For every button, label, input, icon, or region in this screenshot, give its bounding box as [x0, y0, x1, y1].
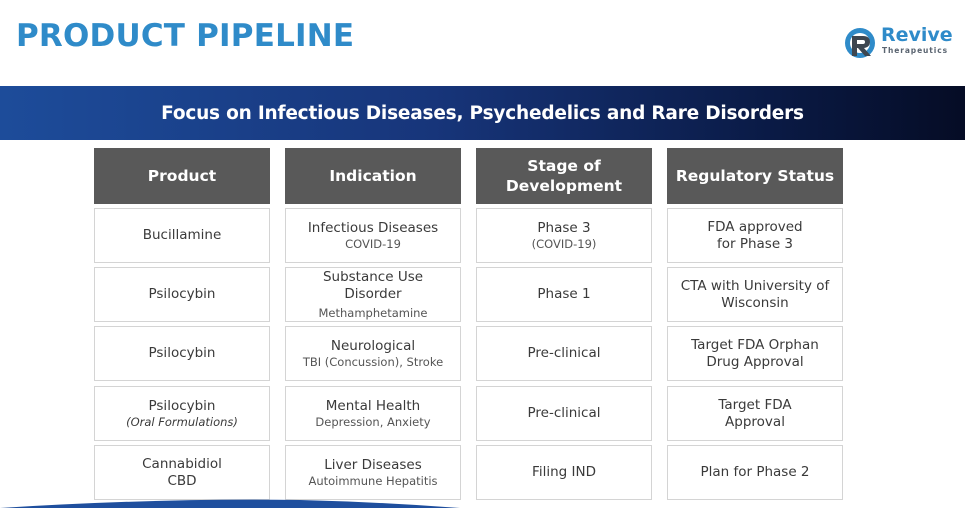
- indication-detail: COVID-19: [345, 236, 401, 251]
- stage-cell: [476, 267, 652, 322]
- product-note: CBD: [167, 472, 197, 489]
- indication-name: Infectious Diseases: [307, 219, 439, 236]
- status-cell: [667, 267, 843, 322]
- stage-cell: [476, 326, 652, 381]
- indication-name: Mental Health: [325, 397, 421, 414]
- indication-cell: [285, 208, 461, 263]
- header-indication: Indication: [285, 148, 461, 204]
- status-cell: [667, 208, 843, 263]
- product-note: (Oral Formulations): [126, 414, 238, 429]
- product-cell: [94, 208, 270, 263]
- stage-name: Phase 1: [537, 286, 591, 302]
- stage-name: Phase 3: [537, 219, 591, 236]
- status-text: CTA with University of Wisconsin: [680, 277, 830, 311]
- product-cell: [94, 267, 270, 322]
- indication-cell: [285, 386, 461, 441]
- product-name: Psilocybin: [148, 397, 216, 414]
- product-name: Bucillamine: [142, 227, 222, 243]
- header-stage: [476, 148, 652, 204]
- status-text: Plan for Phase 2: [700, 464, 810, 480]
- header-status: Regulatory Status: [667, 148, 843, 204]
- footer-swoosh: [0, 496, 965, 508]
- product-name: Cannabidiol: [142, 455, 222, 472]
- indication-name: Substance Use Disorder: [322, 268, 424, 302]
- status-cell: [667, 326, 843, 381]
- revive-logo-icon: [843, 24, 879, 60]
- stage-name: Pre-clinical: [527, 345, 601, 361]
- page-title: PRODUCT PIPELINE: [16, 18, 355, 54]
- header-product: Product: [94, 148, 270, 204]
- product-cell: [94, 445, 270, 500]
- indication-name: Neurological: [330, 337, 416, 354]
- indication-cell: [285, 267, 461, 322]
- product-cell: [94, 386, 270, 441]
- product-cell: [94, 326, 270, 381]
- focus-banner: [0, 86, 965, 140]
- status-cell: [667, 445, 843, 500]
- status-text: Target FDA Approval: [718, 396, 792, 430]
- indication-cell: [285, 326, 461, 381]
- status-text: Target FDA Orphan Drug Approval: [691, 336, 819, 370]
- logo-name: Revive: [881, 24, 953, 46]
- banner-text: Focus on Infectious Diseases, Psychedelics and Rare Disorders: [161, 102, 804, 124]
- stage-cell: [476, 386, 652, 441]
- stage-name: Pre-clinical: [527, 405, 601, 421]
- logo-subtitle: Therapeutics: [882, 46, 948, 55]
- stage-cell: [476, 208, 652, 263]
- stage-cell: [476, 445, 652, 500]
- header-stage-label: Stage of Development: [505, 157, 623, 195]
- indication-cell: [285, 445, 461, 500]
- stage-detail: (COVID-19): [531, 236, 597, 251]
- indication-detail: Autoimmune Hepatitis: [308, 473, 438, 488]
- product-name: Psilocybin: [148, 286, 216, 302]
- status-cell: [667, 386, 843, 441]
- indication-detail: Depression, Anxiety: [315, 414, 431, 429]
- product-name: Psilocybin: [148, 345, 216, 361]
- status-text: FDA approved for Phase 3: [707, 218, 803, 252]
- indication-detail: TBI (Concussion), Stroke: [302, 354, 444, 369]
- stage-name: Filing IND: [532, 464, 596, 480]
- company-logo: [843, 24, 958, 62]
- indication-name: Liver Diseases: [324, 456, 422, 473]
- indication-detail: Methamphetamine: [318, 305, 428, 320]
